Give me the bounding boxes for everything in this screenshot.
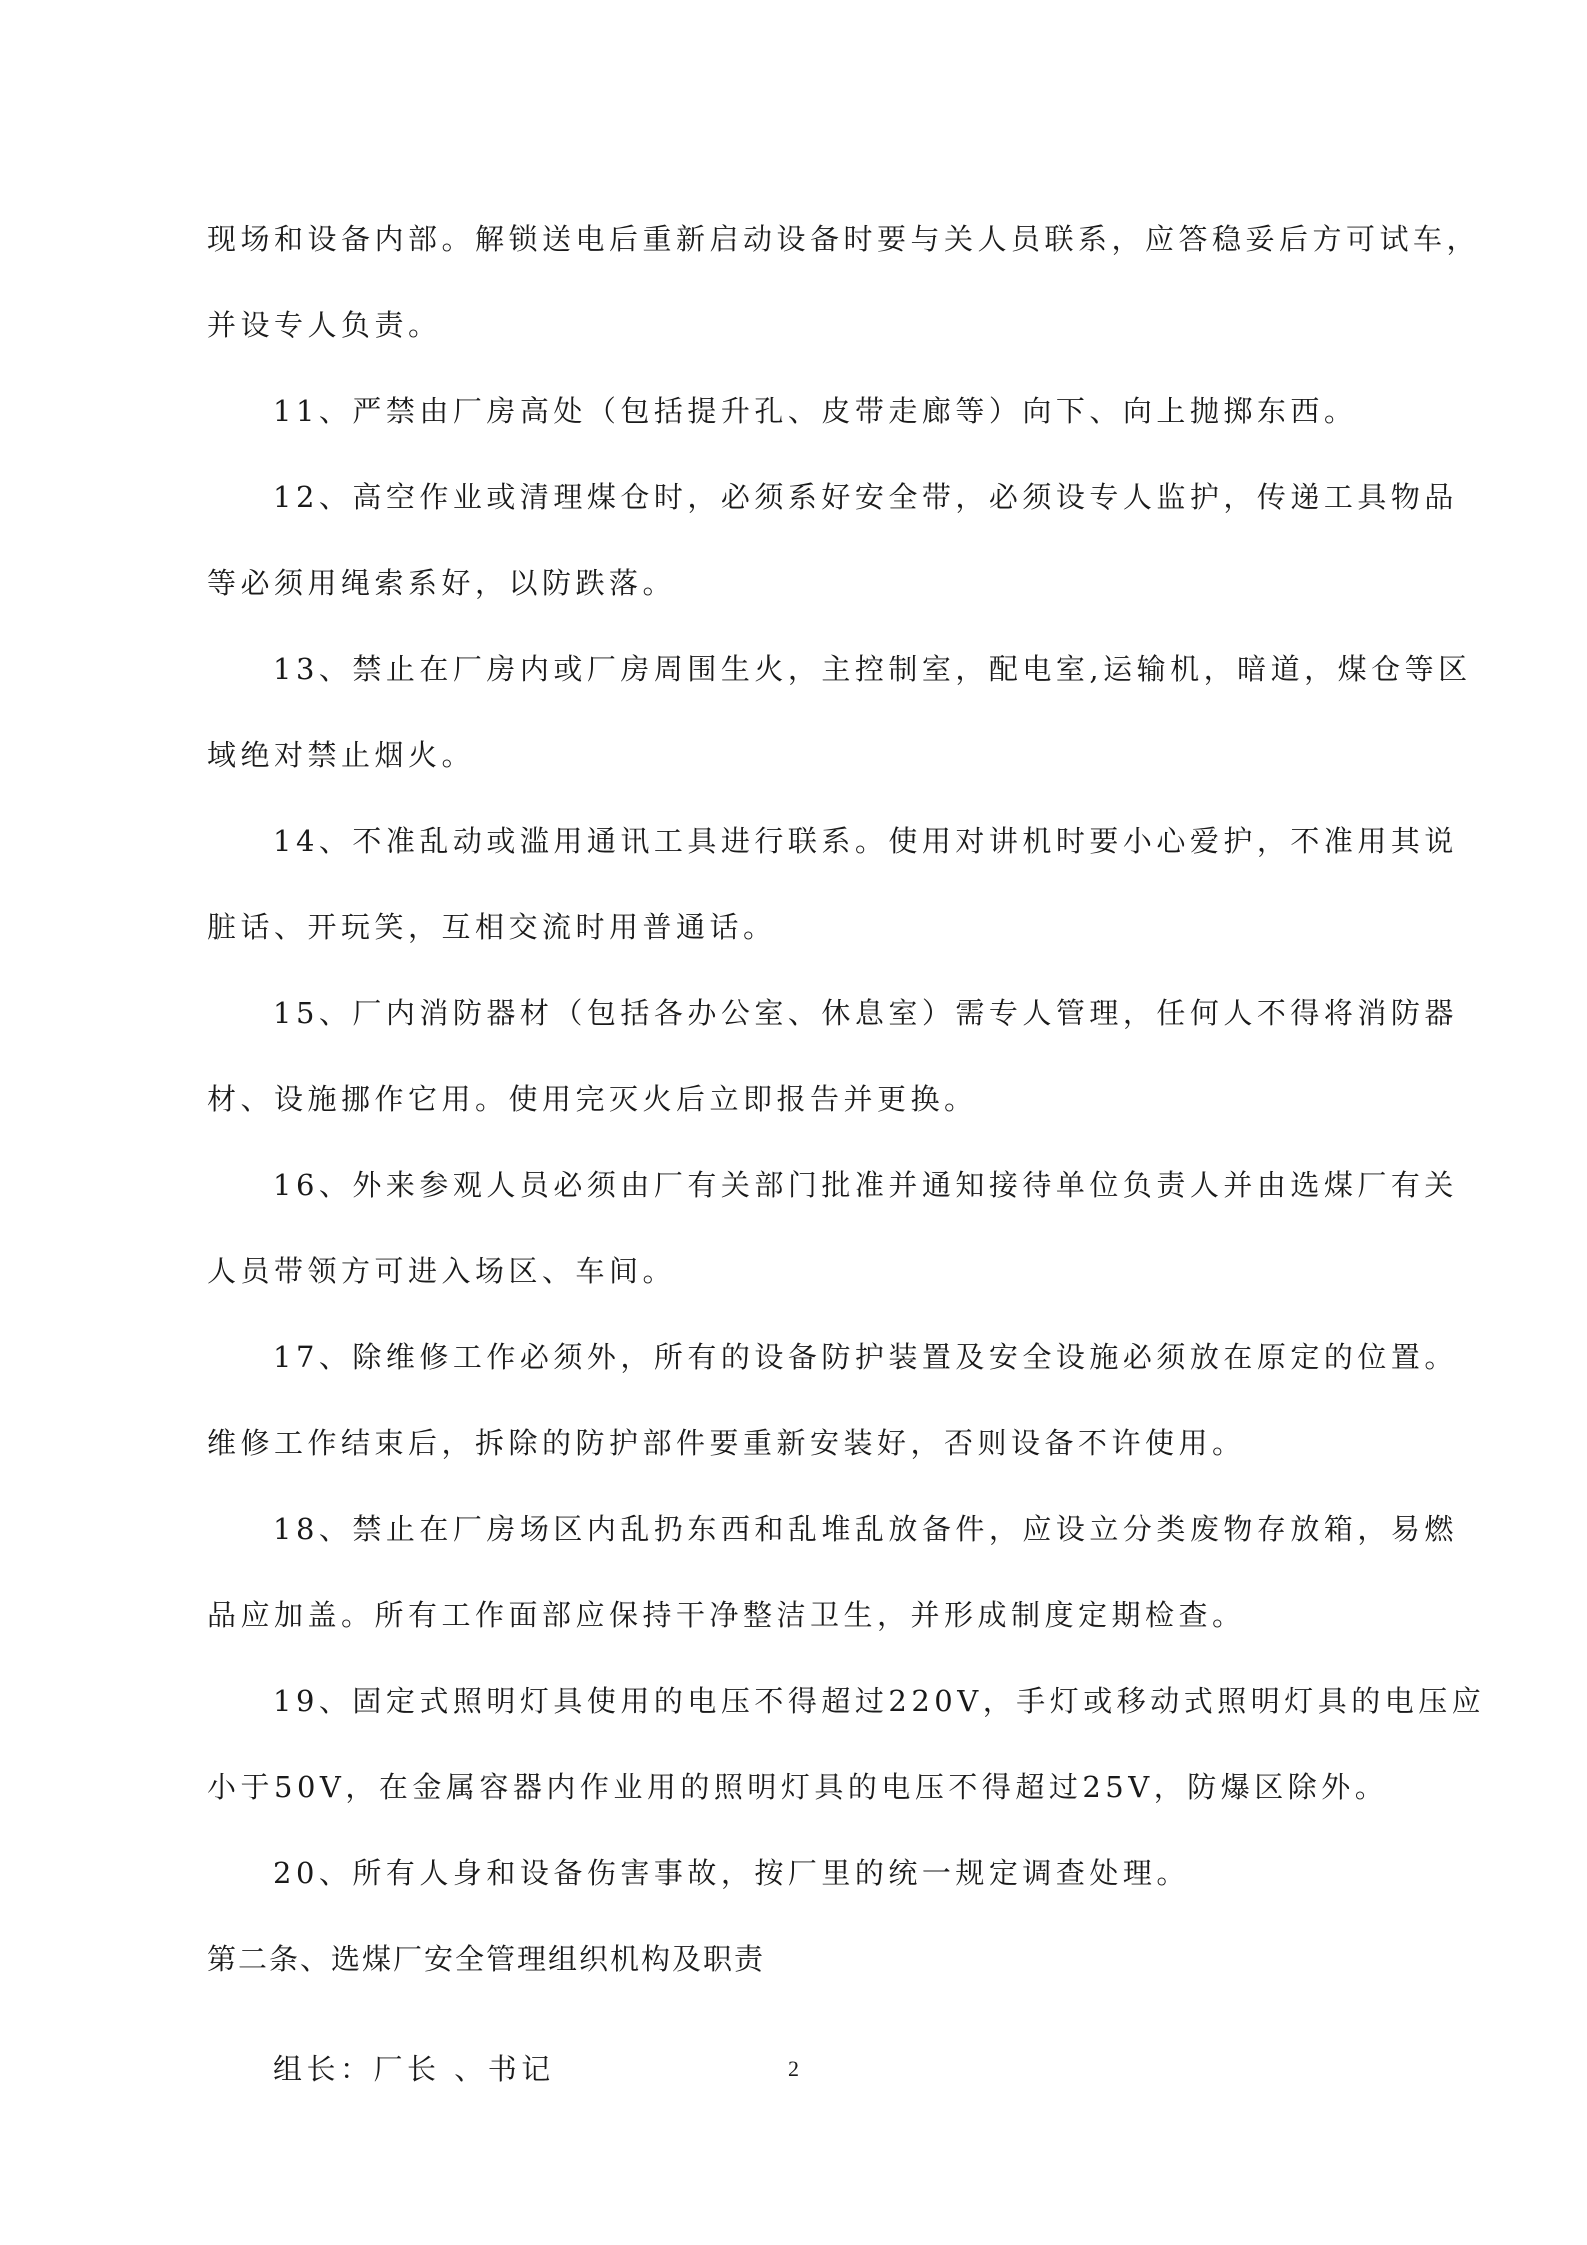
text-line: 14、不准乱动或滥用通讯工具进行联系。使用对讲机时要小心爱护，不准用其说 [273,824,1458,858]
document-body [207,196,1486,2112]
text-line: 小于50V，在金属容器内作业用的照明灯具的电压不得超过25V，防爆区除外。 [207,1770,1389,1804]
text-line: 并设专人负责。 [207,308,442,342]
text-line: 15、厂内消防器材（包括各办公室、休息室）需专人管理，任何人不得将消防器 [273,996,1458,1030]
text-line: 11、严禁由厂房高处（包括提升孔、皮带走廊等）向下、向上抛掷东西。 [273,394,1358,428]
text-line: 人员带领方可进入场区、车间。 [207,1254,677,1288]
text-line: 20、所有人身和设备伤害事故，按厂里的统一规定调查处理。 [273,1856,1190,1890]
text-line: 品应加盖。所有工作面部应保持干净整洁卫生，并形成制度定期检查。 [207,1598,1246,1632]
text-line: 18、禁止在厂房场区内乱扔东西和乱堆乱放备件，应设立分类废物存放箱，易燃 [273,1512,1458,1546]
text-line: 12、高空作业或清理煤仓时，必须系好安全带，必须设专人监护，传递工具物品 [273,480,1458,514]
text-line: 17、除维修工作必须外，所有的设备防护装置及安全设施必须放在原定的位置。 [273,1340,1458,1374]
text-line: 域绝对禁止烟火。 [207,738,476,772]
text-line: 16、外来参观人员必须由厂有关部门批准并通知接待单位负责人并由选煤厂有关 [273,1168,1458,1202]
text-line: 维修工作结束后，拆除的防护部件要重新安装好，否则设备不许使用。 [207,1426,1246,1460]
text-line: 13、禁止在厂房内或厂房周围生火，主控制室，配电室,运输机，暗道，煤仓等区 [273,652,1472,686]
section-heading: 第二条、选煤厂安全管理组织机构及职责 [207,1942,766,1976]
leader-line: 组长：厂长 、书记 [273,2052,555,2086]
text-line: 19、固定式照明灯具使用的电压不得超过220V，手灯或移动式照明灯具的电压应 [273,1684,1486,1718]
text-line: 等必须用绳索系好，以防跌落。 [207,566,677,600]
text-line: 脏话、开玩笑，互相交流时用普通话。 [207,910,777,944]
page-number: 2 [788,2056,799,2081]
text-line: 材、设施挪作它用。使用完灭火后立即报告并更换。 [207,1082,978,1116]
text-line: 现场和设备内部。解锁送电后重新启动设备时要与关人员联系，应答稳妥后方可试车， [207,222,1481,256]
